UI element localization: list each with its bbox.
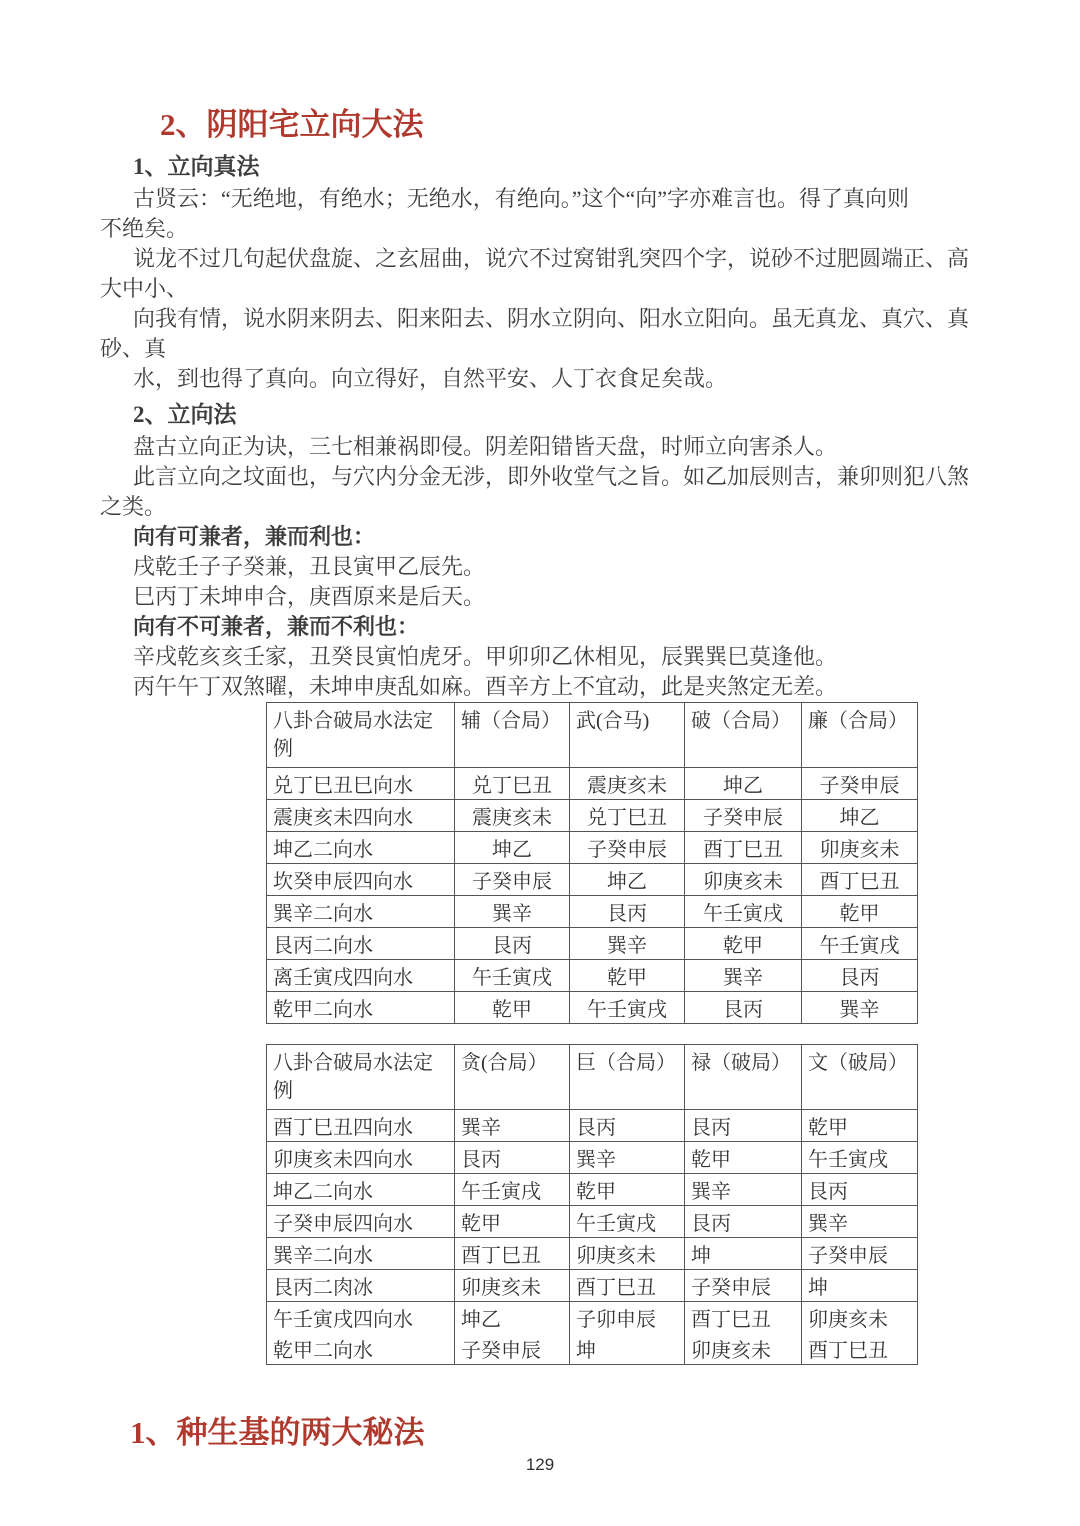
text-line: 说龙不过几句起伏盘旋、之玄屈曲，说穴不过窝钳乳突四个字，说砂不过肥圆端正、高 <box>133 246 970 271</box>
table-row <box>267 992 918 1024</box>
table-cell: 酉丁巳丑 <box>685 1302 802 1334</box>
header-row <box>267 1045 918 1110</box>
column-header: 武(合马) <box>570 703 685 768</box>
text-line: 辛戌乾亥亥壬家，丑癸艮寅怕虎牙。甲卯卯乙休相见，辰巽巽巳莫逢他。 <box>133 644 838 669</box>
table-cell: 乾甲二向水 <box>267 1333 455 1365</box>
table-cell: 巽辛 <box>802 992 918 1024</box>
table-cell: 午壬寅戌 <box>802 1142 918 1174</box>
page-number: 129 <box>525 1455 555 1474</box>
table-cell: 午壬寅戌 <box>685 896 802 928</box>
table-row <box>267 1142 918 1174</box>
table-cell: 乾甲 <box>570 960 685 992</box>
table-cell: 坤 <box>570 1333 685 1365</box>
table-cell: 乾甲 <box>455 1206 570 1238</box>
table-cell: 子癸申辰 <box>802 768 918 800</box>
table-cell: 艮丙 <box>455 1142 570 1174</box>
text-line: 盘古立向正为诀，三七相兼祸即侵。阴差阳错皆天盘，时师立向害杀人。 <box>133 434 838 459</box>
bagua-water-table-1 <box>266 702 918 1024</box>
text-line: 此言立向之坟面也，与穴内分金无涉，即外收堂气之旨。如乙加辰则吉，兼卯则犯八煞 <box>133 464 970 489</box>
table-cell: 艮丙 <box>455 928 570 960</box>
table-cell: 巽辛 <box>685 1174 802 1206</box>
table-cell: 午壬寅戌 <box>455 960 570 992</box>
body-text <box>100 152 970 702</box>
column-header: 八卦合破局水法定例 <box>267 703 455 768</box>
table-cell: 震庚亥未四向水 <box>267 800 455 832</box>
footer-heading: 1、种生基的两大秘法 <box>130 1415 425 1450</box>
table-row <box>267 960 918 992</box>
table-row <box>267 1206 918 1238</box>
table-cell: 卯庚亥未 <box>685 1333 802 1365</box>
table-cell: 午壬寅戌 <box>570 992 685 1024</box>
text-line: 丙午午丁双煞曜，未坤申庚乱如麻。酉辛方上不宜动，此是夹煞定无差。 <box>133 674 838 699</box>
table-cell: 艮丙 <box>802 1174 918 1206</box>
table-cell: 酉丁巳丑 <box>570 1270 685 1302</box>
table-cell: 艮丙 <box>570 896 685 928</box>
table-cell: 巽辛二向水 <box>267 1238 455 1270</box>
text-line: 向我有情，说水阴来阴去、阳来阳去、阴水立阴向、阳水立阳向。虽无真龙、真穴、真 <box>133 306 970 331</box>
text-line: 戌乾壬子子癸兼，丑艮寅甲乙辰先。 <box>133 554 486 579</box>
table-cell: 子卯申辰 <box>570 1302 685 1334</box>
table-cell: 艮丙 <box>685 992 802 1024</box>
table-cell: 乾甲 <box>685 1142 802 1174</box>
table-row <box>267 832 918 864</box>
table-cell: 巽辛 <box>455 896 570 928</box>
table-cell: 巽辛 <box>455 1110 570 1142</box>
text-line: 向有可兼者，兼而利也： <box>133 524 376 549</box>
table-cell: 酉丁巳丑 <box>802 864 918 896</box>
table-cell: 坎癸申辰四向水 <box>267 864 455 896</box>
table-cell: 艮丙二肉冰 <box>267 1270 455 1302</box>
column-header: 八卦合破局水法定例 <box>267 1045 455 1110</box>
table-cell: 震庚亥未 <box>570 768 685 800</box>
table-cell: 酉丁巳丑 <box>455 1238 570 1270</box>
column-header: 禄（破局） <box>685 1045 802 1110</box>
table-cell: 兑丁巳丑 <box>455 768 570 800</box>
text-line: 之类。 <box>100 494 167 519</box>
table-cell: 巽辛 <box>685 960 802 992</box>
table-cell: 子癸申辰 <box>570 832 685 864</box>
table-cell: 卯庚亥未 <box>802 832 918 864</box>
table-row <box>267 1174 918 1206</box>
table-cell: 子癸申辰四向水 <box>267 1206 455 1238</box>
table-cell: 艮丙 <box>685 1206 802 1238</box>
text-line: 水，到也得了真向。向立得好，自然平安、人丁衣食足矣哉。 <box>133 366 728 391</box>
text-line: 大中小、 <box>100 276 189 301</box>
table-cell: 午壬寅戌 <box>570 1206 685 1238</box>
table-cell: 艮丙二向水 <box>267 928 455 960</box>
table-cell: 卯庚亥未 <box>802 1302 918 1334</box>
table-cell: 艮丙 <box>570 1110 685 1142</box>
table-cell: 午壬寅戌四向水 <box>267 1302 455 1334</box>
bagua-water-table-2 <box>266 1044 918 1365</box>
table-cell: 卯庚亥未 <box>685 864 802 896</box>
page-title: 2、阴阳宅立向大法 <box>160 107 424 142</box>
table-cell: 坤乙 <box>685 768 802 800</box>
table-cell: 坤 <box>802 1270 918 1302</box>
table-cell: 子癸申辰 <box>455 864 570 896</box>
table-cell: 坤乙 <box>802 800 918 832</box>
table-cell: 离壬寅戌四向水 <box>267 960 455 992</box>
section-heading: 1、立向真法 <box>133 154 260 179</box>
table-row <box>267 768 918 800</box>
table-cell: 坤乙二向水 <box>267 832 455 864</box>
table-cell: 巽辛 <box>570 1142 685 1174</box>
table-row <box>267 1238 918 1270</box>
table-cell: 坤 <box>685 1238 802 1270</box>
table-cell: 巽辛 <box>570 928 685 960</box>
table-row <box>267 1110 918 1142</box>
text-line: 砂、真 <box>100 336 167 361</box>
table-cell: 兑丁巳丑 <box>570 800 685 832</box>
header-row <box>267 703 918 768</box>
table-cell: 兑丁巳丑巳向水 <box>267 768 455 800</box>
column-header: 巨（合局） <box>570 1045 685 1110</box>
table-cell: 子癸申辰 <box>685 1270 802 1302</box>
table-row <box>267 1302 918 1334</box>
column-header: 破（合局） <box>685 703 802 768</box>
column-header: 廉（合局） <box>802 703 918 768</box>
table-cell: 乾甲 <box>685 928 802 960</box>
table-cell: 子癸申辰 <box>455 1333 570 1365</box>
table-cell: 子癸申辰 <box>802 1238 918 1270</box>
table-cell: 艮丙 <box>802 960 918 992</box>
table-cell: 坤乙二向水 <box>267 1174 455 1206</box>
table-cell: 卯庚亥未 <box>455 1270 570 1302</box>
table-cell: 酉丁巳丑 <box>802 1333 918 1365</box>
table-row <box>267 928 918 960</box>
text-line: 向有不可兼者，兼而不利也： <box>133 614 420 639</box>
table-cell: 午壬寅戌 <box>455 1174 570 1206</box>
table-cell: 酉丁巳丑四向水 <box>267 1110 455 1142</box>
column-header: 贪(合局） <box>455 1045 570 1110</box>
table-cell: 子癸申辰 <box>685 800 802 832</box>
table-row <box>267 1333 918 1365</box>
table-cell: 艮丙 <box>685 1110 802 1142</box>
text-line: 巳丙丁未坤申合，庚酉原来是后天。 <box>133 584 486 609</box>
table-cell: 乾甲 <box>455 992 570 1024</box>
table-cell: 午壬寅戌 <box>802 928 918 960</box>
table-cell: 乾甲 <box>802 896 918 928</box>
text-line: 不绝矣。 <box>100 216 189 241</box>
table-row <box>267 1270 918 1302</box>
table-cell: 酉丁巳丑 <box>685 832 802 864</box>
table-cell: 坤乙 <box>455 832 570 864</box>
column-header: 辅（合局） <box>455 703 570 768</box>
table-cell: 坤乙 <box>455 1302 570 1334</box>
table-cell: 乾甲 <box>570 1174 685 1206</box>
table-cell: 震庚亥未 <box>455 800 570 832</box>
table-row <box>267 896 918 928</box>
table-cell: 乾甲 <box>802 1110 918 1142</box>
table-row <box>267 800 918 832</box>
column-header: 文（破局） <box>802 1045 918 1110</box>
table-cell: 巽辛 <box>802 1206 918 1238</box>
section-heading: 2、立向法 <box>133 402 237 427</box>
table-cell: 卯庚亥未 <box>570 1238 685 1270</box>
table-cell: 巽辛二向水 <box>267 896 455 928</box>
table-cell: 乾甲二向水 <box>267 992 455 1024</box>
table-cell: 卯庚亥未四向水 <box>267 1142 455 1174</box>
table-row <box>267 864 918 896</box>
text-line: 古贤云：“无绝地，有绝水；无绝水，有绝向。”这个“向”字亦难言也。得了真向则 <box>133 186 910 211</box>
table-cell: 坤乙 <box>570 864 685 896</box>
